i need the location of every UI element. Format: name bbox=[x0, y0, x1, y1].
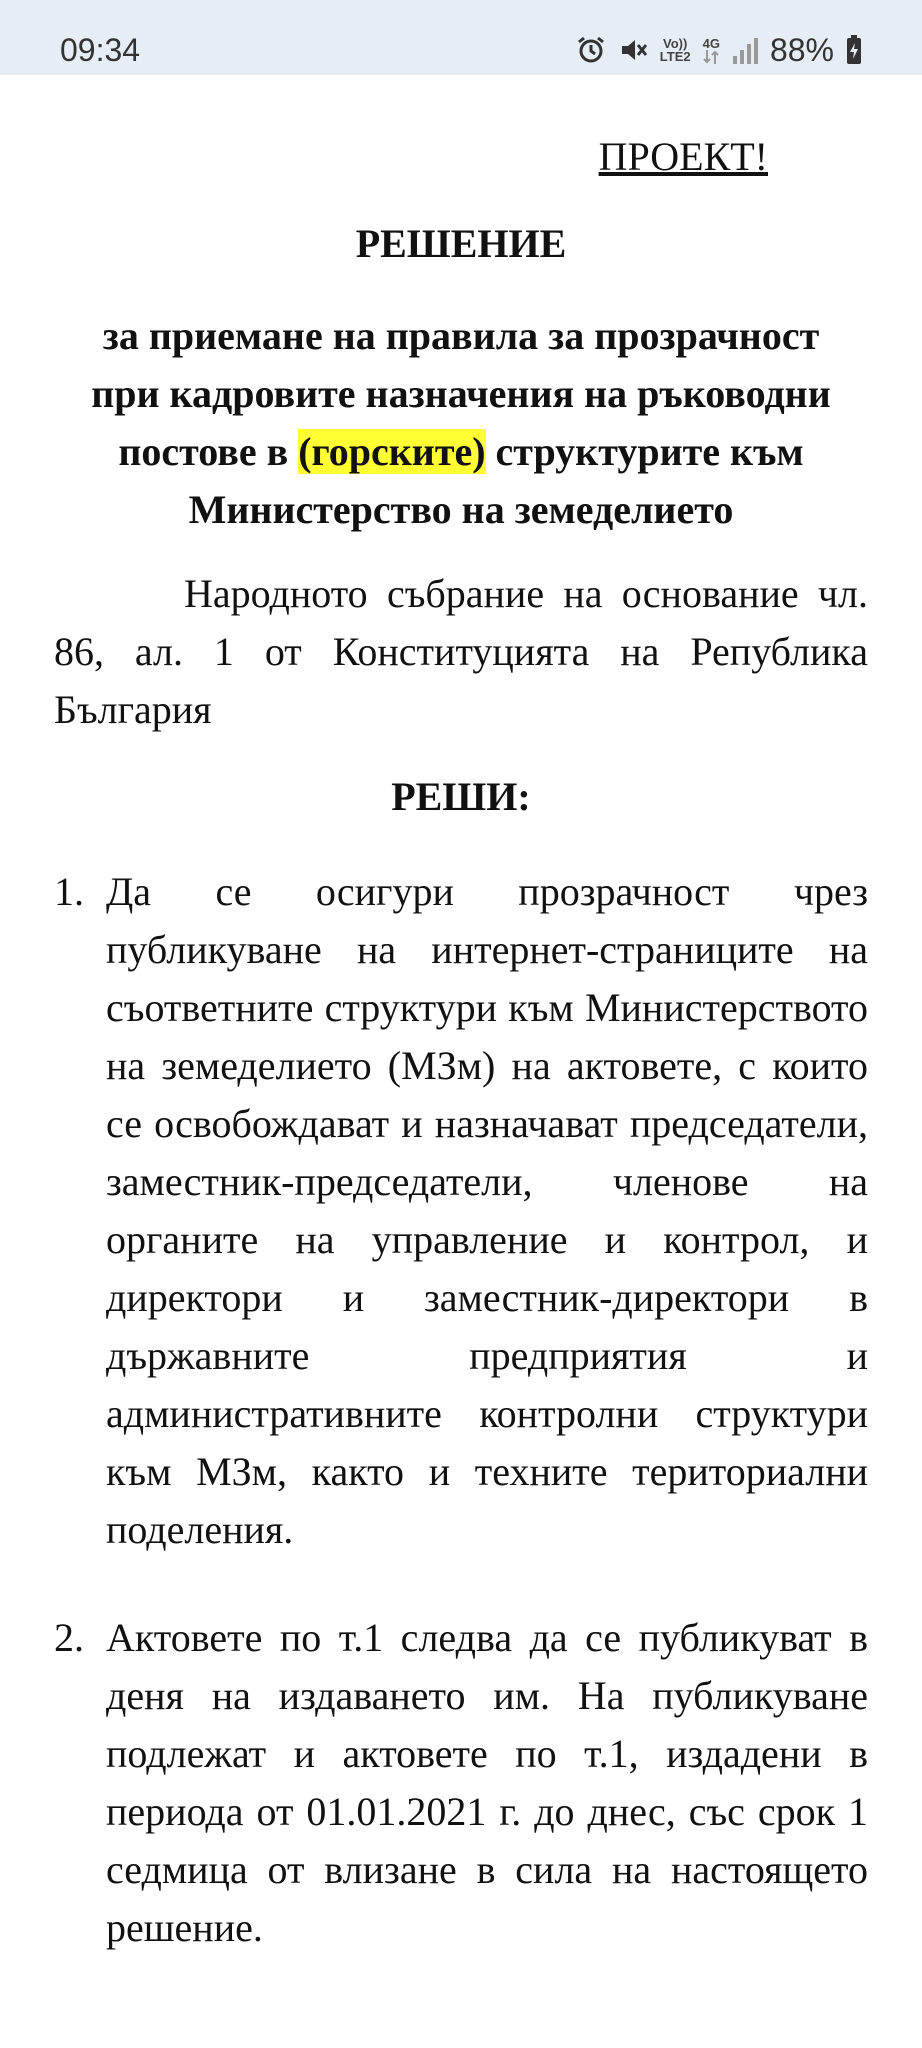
decision-item bbox=[54, 863, 868, 1559]
subtitle-text-end: структурите към Министерство на земеделието bbox=[188, 429, 804, 532]
item-number: 1. bbox=[54, 869, 84, 914]
preamble-paragraph: Народното събрание на основание чл. 86, ал. 1 от Конституцията на Република България bbox=[54, 571, 868, 732]
subtitle-text-start: за приемане на правила за прозрачност при кадровите назначения на ръководни постове в bbox=[91, 313, 831, 474]
item-number: 2. bbox=[54, 1615, 84, 1660]
document-title: РЕШЕНИЕ bbox=[355, 221, 567, 266]
volte-icon bbox=[660, 37, 691, 63]
battery-percent: 88% bbox=[769, 32, 834, 68]
status-icons bbox=[576, 30, 862, 70]
volte-label-bottom: LTE2 bbox=[659, 49, 691, 64]
battery-charging-icon bbox=[846, 35, 862, 65]
volte-label-top: Vo)) bbox=[663, 36, 688, 51]
signal-icon bbox=[732, 36, 758, 64]
decision-list bbox=[54, 863, 868, 1957]
draft-label: ПРОЕКТ! bbox=[598, 134, 768, 179]
status-time: 09:34 bbox=[60, 32, 141, 68]
network-label: 4G bbox=[702, 35, 720, 51]
decision-heading: РЕШИ: bbox=[391, 774, 531, 819]
mute-icon bbox=[618, 35, 648, 65]
document-subtitle bbox=[72, 307, 850, 539]
item-text: Да се осигури прозрачност чрез публикуване на интернет-страниците на съответните структури към Министерството на земеделието (МЗм) на актовете, с които се освобождават и назначават председатели, заместник-председатели, членове на органите на управление и контрол, и директори и заместник-директори в държавните предприятия и административните контролни структури към МЗм, както и техните териториални поделения. bbox=[106, 869, 868, 1552]
alarm-icon bbox=[576, 35, 606, 65]
item-text: Актовете по т.1 следва да се публикуват в деня на издаването им. На публикуване подлежат и актовете по т.1, издадени в периода от 01.01.2021 г. до днес, със срок 1 седмица от влизане в сила на настоящето решение. bbox=[106, 1615, 868, 1950]
4g-icon bbox=[703, 37, 720, 64]
status-bar bbox=[0, 0, 922, 75]
decision-item bbox=[54, 1609, 868, 1957]
subtitle-highlight: (горските) bbox=[298, 429, 486, 474]
